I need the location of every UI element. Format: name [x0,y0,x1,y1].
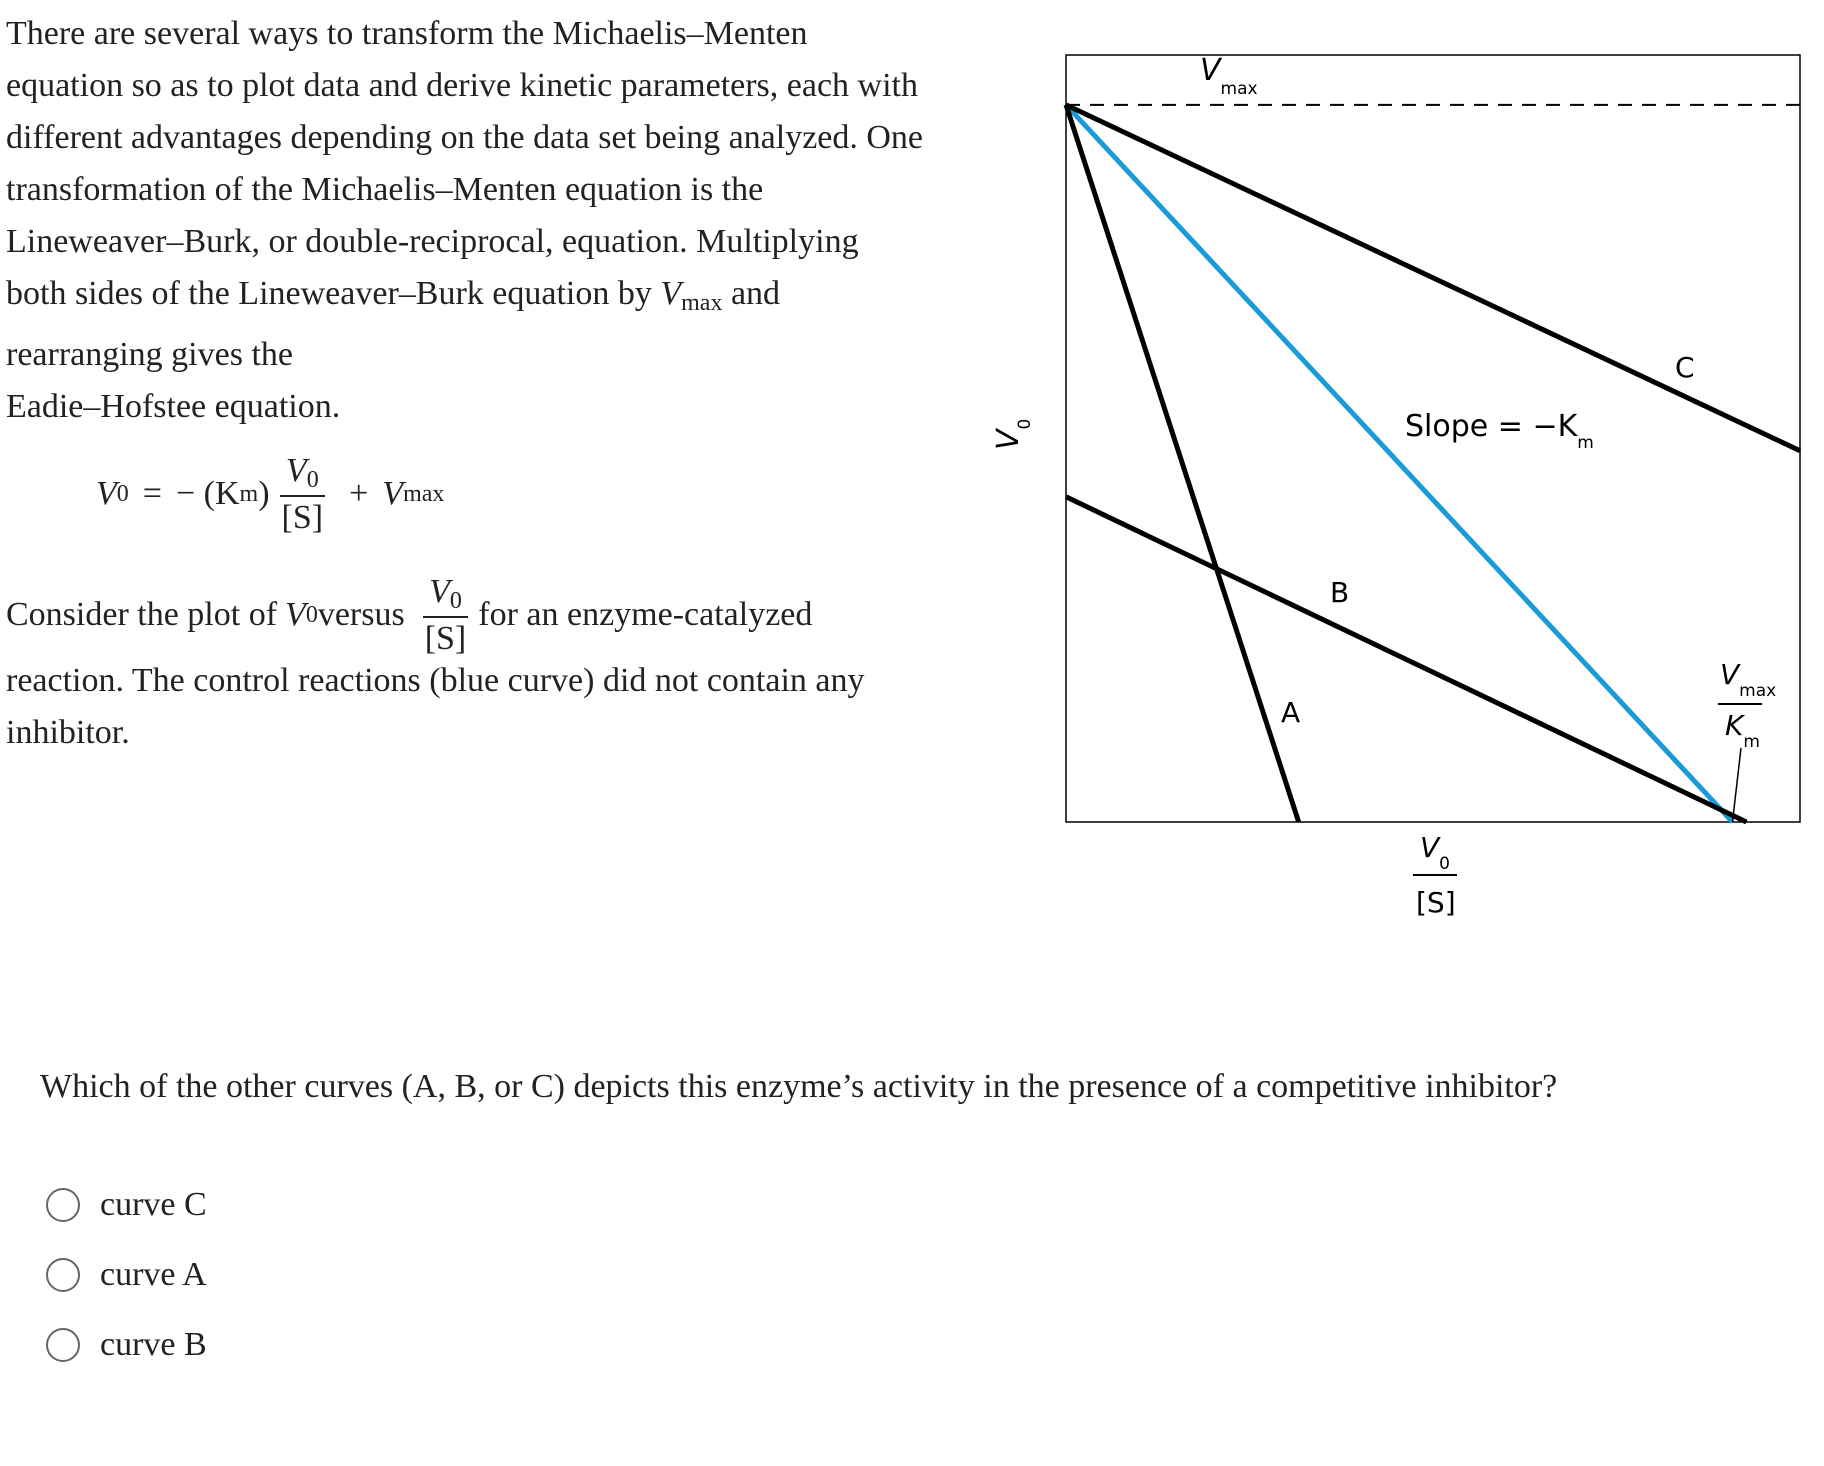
y-axis-label: $V_0$ [991,418,1035,450]
question-text: Which of the other curves (A, B, or C) depicts this enzyme’s activity in the presence of a competitive inhibitor? [40,1068,1558,1105]
radio-button[interactable] [46,1328,80,1362]
intro-text-2: and rearranging gives the [6,275,781,373]
consider-frac-den: [S] [424,620,467,657]
option-label: curve B [100,1326,207,1363]
eq-frac-den: [S] [281,499,324,537]
consider-frac-num-sub: 0 [449,587,462,614]
option-curve-c[interactable] [46,1170,207,1240]
curve-label-a: A [1281,696,1301,729]
series-line-control [1066,105,1732,822]
xint-num: $V_{max}$ [1720,658,1777,701]
option-label: curve A [100,1256,207,1293]
eadie-hofstee-equation [96,452,444,537]
eq-minus-km: − (K [175,475,240,513]
eq-frac-num-sub: 0 [306,467,319,493]
series-line-c [1066,105,1800,451]
consider-fraction [419,573,473,658]
consider-paragraph [6,572,906,759]
curve-label-c: C [1675,351,1695,384]
x-axis-den: [S] [1416,886,1456,919]
radio-button[interactable] [46,1258,80,1292]
eq-vmax-sub: max [403,480,445,507]
xint-pointer [1732,748,1741,822]
intro-text-1: There are several ways to transform the Michaelis–Menten equation so as to plot data and derive kinetic parameters, each with different advantages depending on the data set being analyzed. One transformation of the Michaelis–Menten equation is the Lineweaver–Burk, or double-reciprocal, equation. Multiplying both sides of the Lineweaver–Burk equation by [6,15,924,312]
intro-paragraph [6,8,926,433]
series-line-a [1066,105,1299,822]
intro-last-line: Eadie–Hofstee equation. [6,388,341,425]
option-curve-b[interactable] [46,1310,207,1380]
radio-button[interactable] [46,1188,80,1222]
eq-km-close: ) [258,475,270,513]
option-curve-a[interactable] [46,1240,207,1310]
option-label: curve C [100,1186,207,1223]
intro-vmax-var: V [660,275,682,312]
eq-fraction [276,452,330,537]
consider-text-b: versus [317,596,405,633]
consider-text-c: for an enzyme-catalyzed [478,596,813,633]
consider-frac-num: V [429,572,450,610]
series-line-b [1066,497,1746,822]
curve-label-b: B [1330,576,1350,609]
consider-var-sub: 0 [305,602,318,628]
consider-var: V [285,596,306,633]
consider-text-d: reaction. The control reactions (blue curve) did not contain any inhibitor. [6,662,865,751]
eadie-hofstee-plot [991,50,1820,950]
vmax-label: $V_{max}$ [1200,53,1258,99]
consider-text-a: Consider the plot of [6,596,278,633]
eq-lhs-sub: 0 [116,480,129,507]
eq-km-sub: m [239,480,259,507]
slope-label: Slope = $-K_m$ [1405,409,1594,453]
x-axis-num: $V_0$ [1420,831,1450,874]
intro-vmax-sub: max [681,290,723,316]
answer-options [46,1170,207,1380]
xint-den: $K_m$ [1725,709,1760,752]
eq-frac-num: V [285,452,307,489]
eq-vmax: V [382,475,404,513]
eq-equals: = [142,475,162,513]
eq-plus: + [349,475,369,513]
eq-lhs: V [96,475,117,513]
